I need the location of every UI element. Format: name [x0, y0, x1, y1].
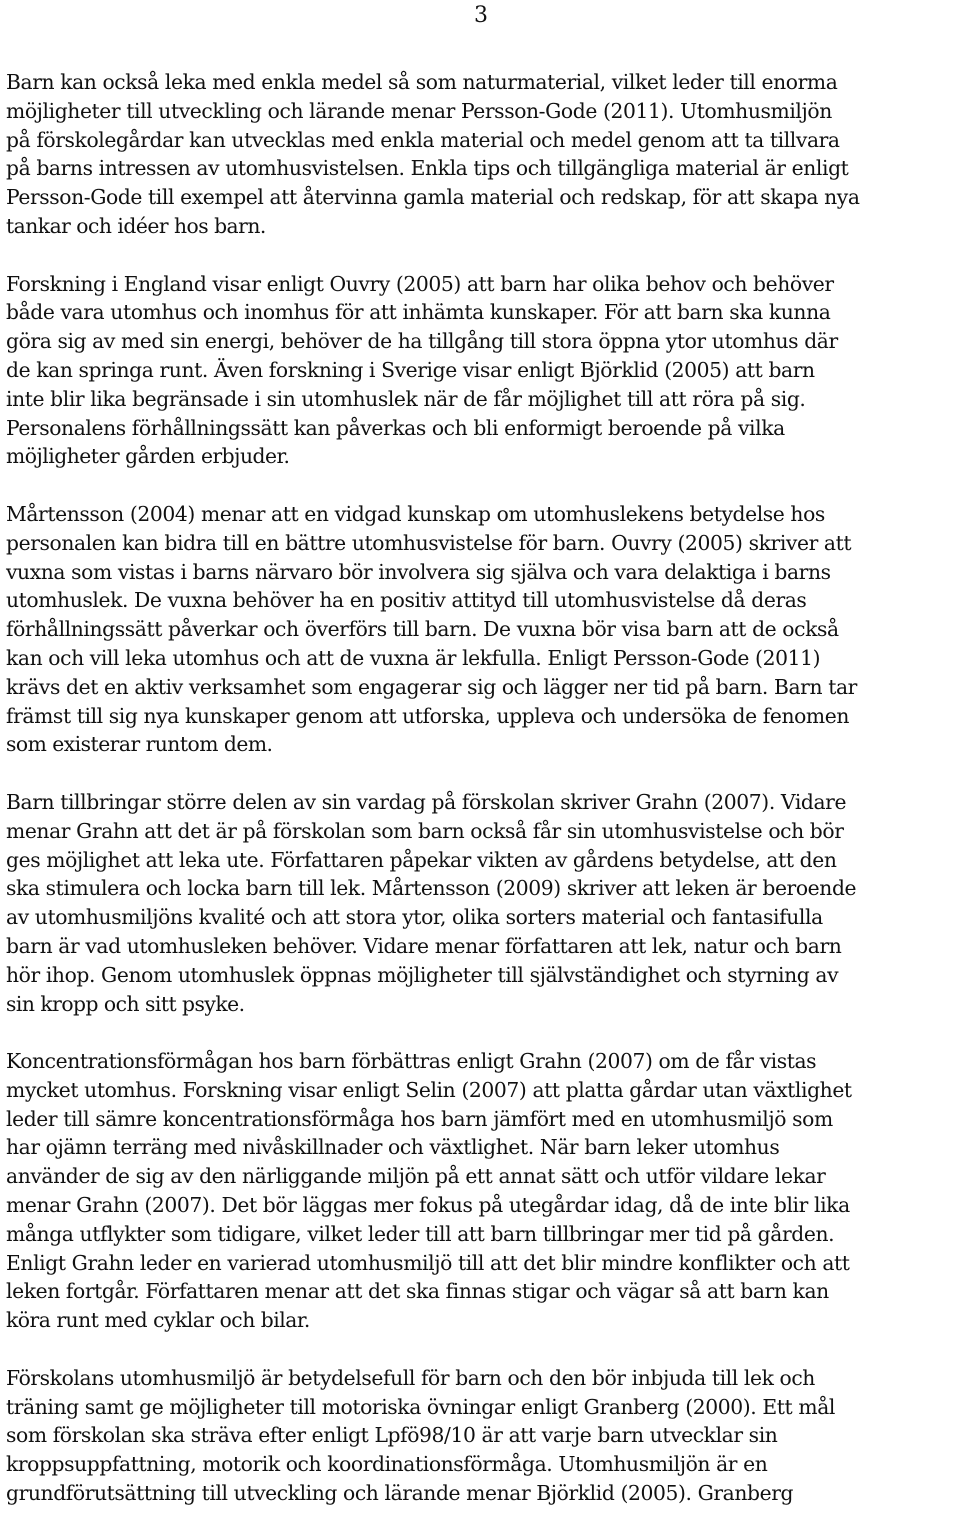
- document-body: [6, 68, 960, 1537]
- text-line: många utflykter som tidigare, vilket leder till att barn tillbringar mer tid på gården.: [6, 1221, 835, 1246]
- text-line: menar Grahn att det är på förskolan som barn också får sin utomhusvistelse och bör: [6, 818, 844, 843]
- text-line: mycket utomhus. Forskning visar enligt Selin (2007) att platta gårdar utan växtlighet: [6, 1077, 852, 1102]
- paragraph: [6, 68, 960, 241]
- text-line: främst till sig nya kunskaper genom att utforska, uppleva och undersöka de fenomen: [6, 703, 850, 728]
- text-line: köra runt med cyklar och bilar.: [6, 1308, 310, 1333]
- text-line: de kan springa runt. Även forskning i Sverige visar enligt Björklid (2005) att barn: [6, 357, 815, 382]
- text-line: barn är vad utomhusleken behöver. Vidare menar författaren att lek, natur och barn: [6, 933, 842, 958]
- text-line: Koncentrationsförmågan hos barn förbättras enligt Grahn (2007) om de får vistas: [6, 1049, 817, 1074]
- text-line: menar Grahn (2007). Det bör läggas mer fokus på utegårdar idag, då de inte blir lika: [6, 1193, 850, 1218]
- text-line: möjligheter gården erbjuder.: [6, 444, 290, 469]
- text-line: leken fortgår. Författaren menar att det ska finnas stigar och vägar så att barn kan: [6, 1279, 829, 1304]
- text-line: personalen kan bidra till en bättre utomhusvistelse för barn. Ouvry (2005) skriver att: [6, 530, 852, 555]
- text-line: har ojämn terräng med nivåskillnader och växtlighet. När barn leker utomhus: [6, 1135, 780, 1160]
- text-line: utomhuslek. De vuxna behöver ha en positiv attityd till utomhusvistelse då deras: [6, 588, 807, 613]
- text-line: Persson-Gode till exempel att återvinna gamla material och redskap, för att skapa nya: [6, 185, 860, 210]
- text-line: kroppsuppfattning, motorik och koordinationsförmåga. Utomhusmiljön är en: [6, 1452, 768, 1477]
- text-line: sin kropp och sitt psyke.: [6, 991, 245, 1016]
- text-line: inte blir lika begränsade i sin utomhuslek när de får möjlighet till att röra på sig.: [6, 386, 806, 411]
- text-line: Enligt Grahn leder en varierad utomhusmiljö till att det blir mindre konflikter och att: [6, 1250, 850, 1275]
- text-line: Barn kan också leka med enkla medel så som naturmaterial, vilket leder till enorma: [6, 70, 838, 94]
- paragraph: [6, 270, 960, 472]
- text-line: tankar och idéer hos barn.: [6, 213, 266, 238]
- text-line: förhållningssätt påverkar och överförs till barn. De vuxna bör visa barn att de också: [6, 617, 839, 642]
- text-line: av utomhusmiljöns kvalité och att stora ytor, olika sorters material och fantasifulla: [6, 905, 823, 930]
- text-line: Förskolans utomhusmiljö är betydelsefull för barn och den bör inbjuda till lek och: [6, 1365, 815, 1390]
- paragraph: [6, 788, 960, 1018]
- text-line: krävs det en aktiv verksamhet som engagerar sig och lägger ner tid på barn. Barn tar: [6, 674, 857, 699]
- text-line: Forskning i England visar enligt Ouvry (2005) att barn har olika behov och behöver: [6, 271, 834, 296]
- text-line: ges möjlighet att leka ute. Författaren påpekar vikten av gårdens betydelse, att den: [6, 847, 837, 872]
- text-line: leder till sämre koncentrationsförmåga hos barn jämfört med en utomhusmiljö som: [6, 1106, 833, 1131]
- text-line: som existerar runtom dem.: [6, 732, 273, 757]
- text-line: på barns intressen av utomhusvistelsen. Enkla tips och tillgängliga material är enligt: [6, 156, 849, 181]
- text-line: som förskolan ska sträva efter enligt Lpfö98/10 är att varje barn utvecklar sin: [6, 1423, 778, 1448]
- text-line: vuxna som vistas i barns närvaro bör involvera sig själva och vara delaktiga i barns: [6, 559, 831, 584]
- paragraph: [6, 500, 960, 759]
- paragraph: [6, 1047, 960, 1335]
- text-line: Mårtensson (2004) menar att en vidgad kunskap om utomhuslekens betydelse hos: [6, 501, 825, 526]
- text-line: använder de sig av den närliggande miljön på ett annat sätt och utför vildare lekar: [6, 1164, 826, 1189]
- text-line: Personalens förhållningssätt kan påverkas och bli enformigt beroende på vilka: [6, 415, 785, 440]
- text-line: både vara utomhus och inomhus för att inhämta kunskaper. För att barn ska kunna: [6, 300, 831, 325]
- text-line: möjligheter till utveckling och lärande menar Persson-Gode (2011). Utomhusmiljön: [6, 98, 832, 123]
- text-line: hör ihop. Genom utomhuslek öppnas möjligheter till självständighet och styrning av: [6, 962, 839, 987]
- text-line: göra sig av med sin energi, behöver de ha tillgång till stora öppna ytor utomhus där: [6, 329, 838, 354]
- text-line: kan och vill leka utomhus och att de vuxna är lekfulla. Enligt Persson-Gode (2011): [6, 645, 821, 670]
- text-line: träning samt ge möjligheter till motoriska övningar enligt Granberg (2000). Ett mål: [6, 1394, 835, 1419]
- text-line: Barn tillbringar större delen av sin vardag på förskolan skriver Grahn (2007). Vidare: [6, 789, 847, 814]
- text-line: ska stimulera och locka barn till lek. Mårtensson (2009) skriver att leken är beroende: [6, 876, 857, 901]
- text-line: grundförutsättning till utveckling och lärande menar Björklid (2005). Granberg: [6, 1481, 794, 1506]
- text-line: på förskolegårdar kan utvecklas med enkla material och medel genom att ta tillvara: [6, 127, 840, 152]
- paragraph: [6, 1364, 960, 1508]
- page-number: 3: [474, 3, 488, 28]
